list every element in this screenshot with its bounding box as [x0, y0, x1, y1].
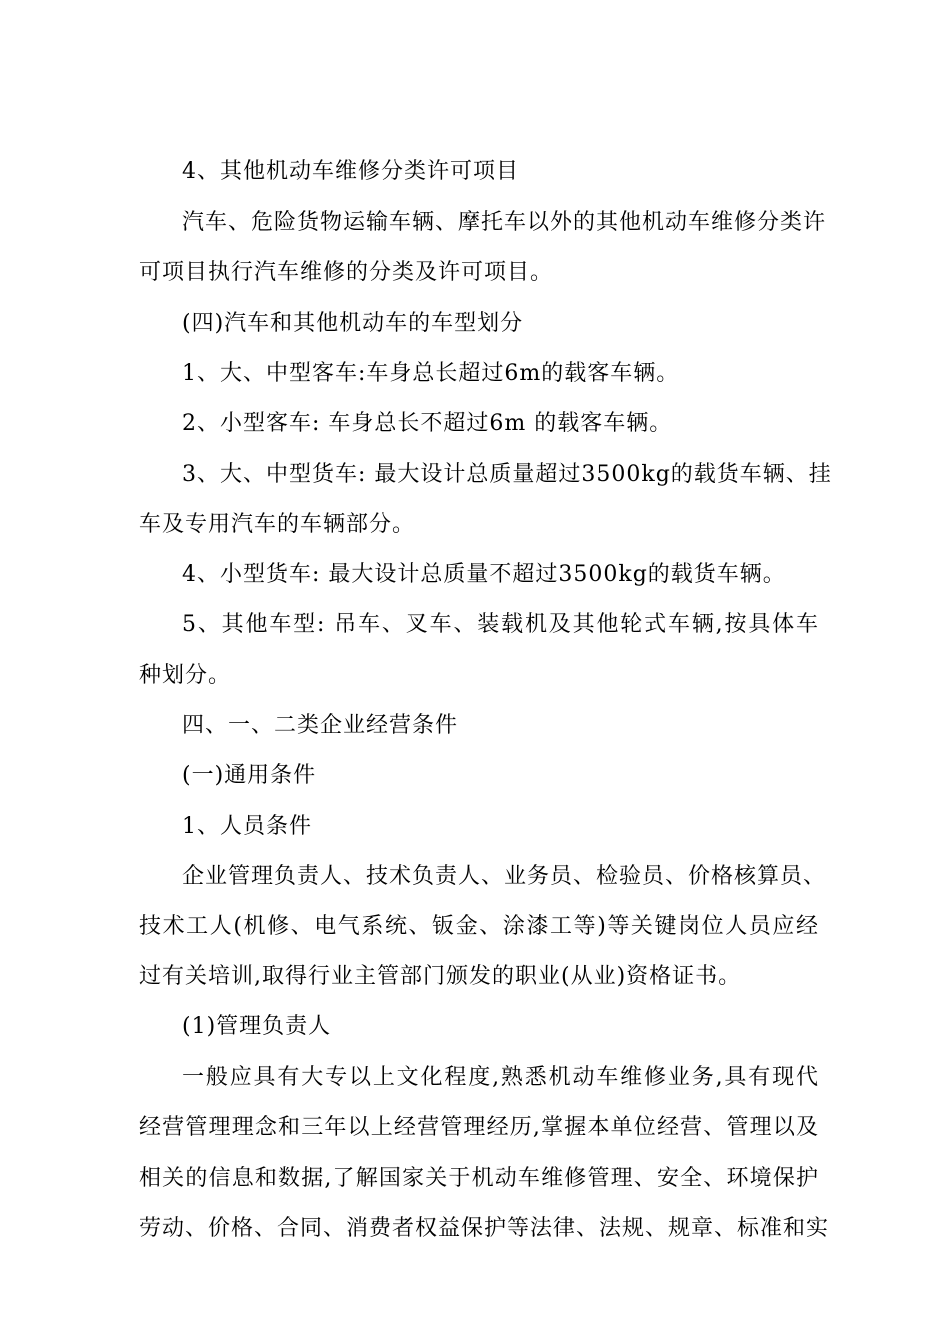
list-item: 1、大、中型客车:车身总长超过6m的载客车辆。: [182, 361, 680, 386]
chapter-heading: 四、一、二类企业经营条件: [182, 713, 459, 738]
paragraph-line: 相关的信息和数据,了解国家关于机动车维修管理、安全、环境保护: [139, 1166, 819, 1191]
list-item: 4、小型货车: 最大设计总质量不超过3500kg的载货车辆。: [182, 562, 786, 587]
paragraph-line: 可项目执行汽车维修的分类及许可项目。: [139, 260, 554, 285]
list-item: 5、其他车型: 吊车、叉车、装载机及其他轮式车辆,按具体车: [182, 612, 819, 637]
paragraph-line: 企业管理负责人、技术负责人、业务员、检验员、价格核算员、: [182, 864, 827, 889]
section-heading: (四)汽车和其他机动车的车型划分: [182, 311, 524, 336]
paragraph-line: 一般应具有大专以上文化程度,熟悉机动车维修业务,具有现代: [182, 1065, 819, 1090]
item-heading: 4、其他机动车维修分类许可项目: [182, 159, 519, 184]
paragraph-line: 经营管理理念和三年以上经营管理经历,掌握本单位经营、管理以及: [139, 1115, 819, 1140]
paragraph-line: 过有关培训,取得行业主管部门颁发的职业(从业)资格证书。: [139, 964, 742, 989]
list-item-continuation: 车及专用汽车的车辆部分。: [139, 512, 416, 537]
list-item: 2、小型客车: 车身总长不超过6m 的载客车辆。: [182, 411, 673, 436]
section-heading: (一)通用条件: [182, 763, 317, 788]
paragraph-line: 汽车、危险货物运输车辆、摩托车以外的其他机动车维修分类许: [182, 210, 827, 235]
paragraph-line: 劳动、价格、合同、消费者权益保护等法律、法规、规章、标准和实: [139, 1216, 830, 1241]
list-item-continuation: 种划分。: [139, 663, 232, 688]
list-item: 3、大、中型货车: 最大设计总质量超过3500kg的载货车辆、挂: [182, 462, 832, 487]
sub-heading: (1)管理负责人: [182, 1014, 332, 1039]
item-heading: 1、人员条件: [182, 814, 312, 839]
paragraph-line: 技术工人(机修、电气系统、钣金、涂漆工等)等关键岗位人员应经: [139, 914, 819, 939]
